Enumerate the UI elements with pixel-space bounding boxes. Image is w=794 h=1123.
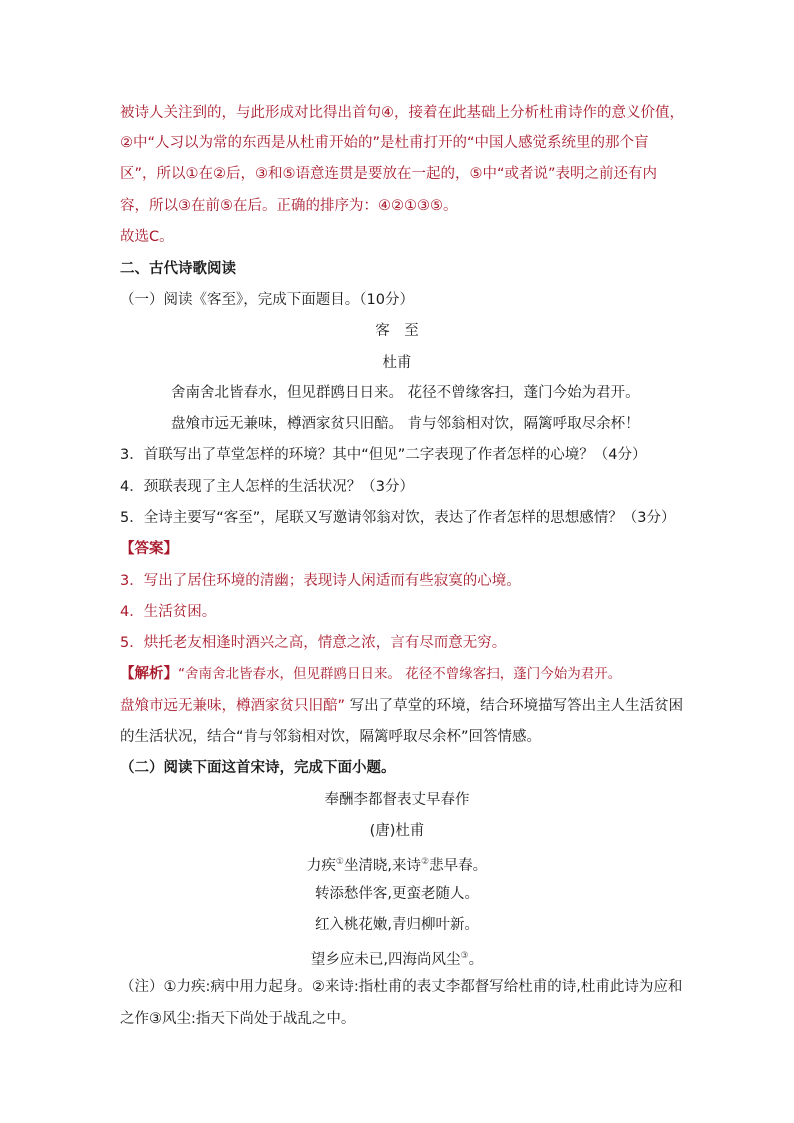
analysis-line-1 (120, 664, 621, 684)
part1-poem-title: 客 至 (375, 323, 419, 339)
question-4: 4．颈联表现了主人怎样的生活状况？（3分） (120, 479, 414, 495)
answer-4: 4．生活贫困。 (120, 604, 217, 620)
part2-poem-title: 奉酬李都督表丈早春作 (324, 792, 470, 808)
analysis-line-2 (120, 696, 683, 716)
analysis-prev-line-2: ②中“人习以为常的东西是从杜甫开始的”是杜甫打开的“中国人感觉系统里的那个盲 (120, 135, 649, 151)
part2-poem-line-1 (0, 852, 794, 876)
note-line-1: （注）①力疾:病中用力起身。②来诗:指杜甫的表丈李都督写给杜甫的诗,杜甫此诗为应和 (120, 979, 683, 995)
analysis-prev-line-3: 区”，所以①在②后，③和⑤语意连贯是要放在一起的，⑤中“或者说”表明之前还有内 (120, 166, 658, 182)
part1-intro: （一）阅读《客至》，完成下面题目。（10分） (120, 292, 414, 308)
analysis-line-2-text: 写出了草堂的环境，结合环境描写答出主人生活贫困 (345, 698, 684, 714)
part2-line-4-b: 。 (468, 952, 484, 968)
question-5: 5．全诗主要写“客至”，尾联又写邀请邻翁对饮，表达了作者怎样的思想感情？（3分） (120, 510, 676, 526)
analysis-prev-line-1: 被诗人关注到的，与此形成对比得出首句④，接着在此基础上分析杜甫诗作的意义价值， (120, 105, 684, 121)
analysis-line-3: 的生活状况，结合“肯与邻翁相对饮，隔篱呼取尽余杯”回答情感。 (120, 729, 542, 745)
answer-5: 5．烘托老友相逢时酒兴之高，情意之浓，言有尽而意无穷。 (120, 635, 507, 651)
analysis-label: 【解析】 (120, 666, 178, 682)
part2-line-1-c: 悲早春。 (429, 858, 488, 874)
part2-line-4-a: 望乡应未已,四海尚风尘 (310, 952, 461, 968)
note-marker-2: ② (421, 857, 430, 867)
part2-poem-author: (唐)杜甫 (369, 823, 425, 839)
part1-poem-line-2: 盘飧市远无兼味，樽酒家贫只旧醅。 肯与邻翁相对饮，隔篱呼取尽余杯！ (171, 416, 640, 432)
analysis-prev-line-4: 容，所以③在前⑤在后。正确的排序为：④②①③⑤。 (120, 198, 458, 214)
answer-label: 【答案】 (120, 541, 178, 557)
part1-poem-line-1: 舍南舍北皆春水，但见群鸥日日来。 花径不曾缘客扫，蓬门今始为君开。 (171, 385, 640, 401)
note-marker-3: ③ (460, 951, 469, 961)
analysis-quote: “舍南舍北皆春水，但见群鸥日日来。 花径不曾缘客扫，蓬门今始为君开。 (178, 666, 622, 682)
part2-poem-line-3: 红入桃花嫩,青归柳叶新。 (314, 917, 480, 933)
part2-poem-line-4 (0, 946, 794, 970)
answer-choice: 故选C。 (120, 229, 174, 245)
note-marker-1: ① (335, 857, 344, 867)
part2-intro: （二）阅读下面这首宋诗，完成下面小题。 (120, 760, 396, 776)
part2-poem-line-2: 转添愁伴客,更蛮老随人。 (314, 886, 480, 902)
analysis-line-2-quote: 盘飧市远无兼味，樽酒家贫只旧醅” (120, 698, 346, 714)
part1-poem-author: 杜甫 (382, 355, 412, 371)
answer-3: 3．写出了居住环境的清幽；表现诗人闲适而有些寂寞的心境。 (120, 573, 521, 589)
question-3: 3．首联写出了草堂怎样的环境？其中“但见”二字表现了作者怎样的心境？（4分） (120, 447, 647, 463)
note-line-2: 之作③风尘:指天下尚处于战乱之中。 (120, 1011, 356, 1027)
part2-line-1-b: 坐清晓,来诗 (343, 858, 422, 874)
part2-line-1-a: 力疾 (306, 858, 336, 874)
section-title: 二、古代诗歌阅读 (120, 261, 236, 277)
